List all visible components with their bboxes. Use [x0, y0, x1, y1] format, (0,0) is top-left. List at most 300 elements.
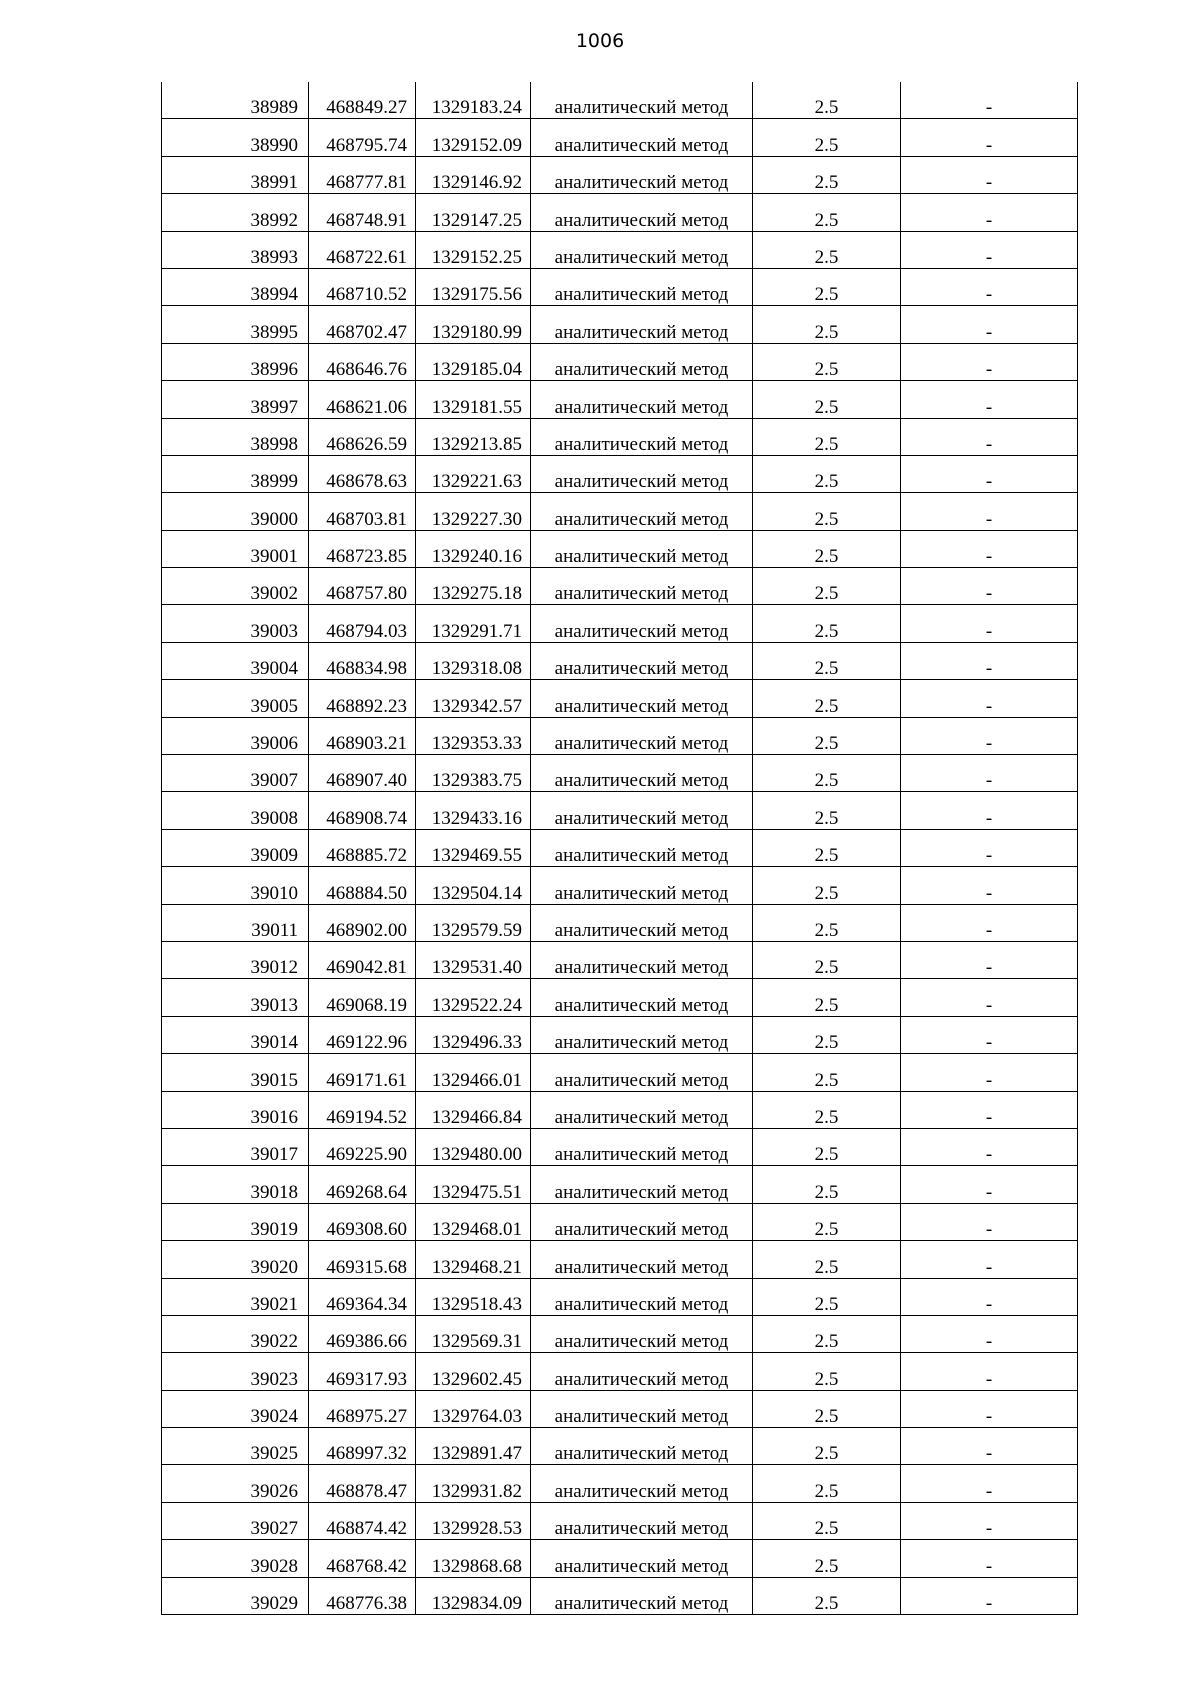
- point-number-cell: [162, 680, 309, 717]
- point-number-cell: [162, 1278, 309, 1315]
- method-cell-text: аналитический метод: [554, 321, 729, 343]
- y-coordinate-cell: [416, 642, 531, 679]
- y-coordinate-cell: [416, 1241, 531, 1278]
- y-coordinate-cell: [416, 1054, 531, 1091]
- method-cell: [531, 1540, 753, 1577]
- note-cell: [901, 1577, 1078, 1614]
- note-cell: [901, 231, 1078, 268]
- x-coordinate-cell-text: 468874.42: [326, 1518, 407, 1540]
- point-number-cell: [162, 1016, 309, 1053]
- x-coordinate-cell-text: 468748.91: [326, 209, 407, 231]
- method-cell: [531, 1016, 753, 1053]
- y-coordinate-cell: [416, 867, 531, 904]
- accuracy-cell: [753, 231, 901, 268]
- note-cell-text: -: [985, 97, 993, 119]
- point-number-cell: [162, 605, 309, 642]
- x-coordinate-cell-text: 469315.68: [326, 1256, 407, 1278]
- y-coordinate-cell-text: 1329383.75: [431, 770, 522, 792]
- method-cell: [531, 268, 753, 305]
- x-coordinate-cell: [309, 1577, 416, 1614]
- point-number-cell-text: 39011: [251, 919, 298, 941]
- y-coordinate-cell: [416, 1502, 531, 1539]
- table-row: [162, 1577, 1078, 1614]
- accuracy-cell: [753, 642, 901, 679]
- point-number-cell-text: 39019: [250, 1219, 298, 1241]
- y-coordinate-cell-text: 1329147.25: [431, 209, 522, 231]
- accuracy-cell: [753, 717, 901, 754]
- point-number-cell-text: 39005: [250, 695, 298, 717]
- point-number-cell-text: 39002: [250, 583, 298, 605]
- point-number-cell: [162, 904, 309, 941]
- point-number-cell-text: 38996: [250, 359, 298, 381]
- point-number-cell: [162, 1465, 309, 1502]
- note-cell: [901, 1128, 1078, 1165]
- note-cell: [901, 1278, 1078, 1315]
- note-cell: [901, 829, 1078, 866]
- accuracy-cell: [753, 1465, 901, 1502]
- x-coordinate-cell: [309, 941, 416, 978]
- accuracy-cell-text: 2.5: [814, 770, 839, 792]
- note-cell: [901, 792, 1078, 829]
- point-number-cell: [162, 1241, 309, 1278]
- point-number-cell: [162, 455, 309, 492]
- point-number-cell: [162, 1540, 309, 1577]
- method-cell: [531, 343, 753, 380]
- note-cell-text: -: [985, 1069, 993, 1091]
- method-cell-text: аналитический метод: [554, 1331, 729, 1353]
- table-row: [162, 156, 1078, 193]
- point-number-cell-text: 38995: [250, 321, 298, 343]
- accuracy-cell: [753, 979, 901, 1016]
- accuracy-cell: [753, 1128, 901, 1165]
- y-coordinate-cell: [416, 1016, 531, 1053]
- x-coordinate-cell: [309, 1203, 416, 1240]
- accuracy-cell: [753, 1315, 901, 1352]
- note-cell: [901, 1016, 1078, 1053]
- note-cell-text: -: [985, 209, 993, 231]
- y-coordinate-cell-text: 1329181.55: [431, 396, 522, 418]
- x-coordinate-cell-text: 468795.74: [326, 134, 407, 156]
- y-coordinate-cell-text: 1329475.51: [431, 1181, 522, 1203]
- x-coordinate-cell: [309, 418, 416, 455]
- y-coordinate-cell: [416, 568, 531, 605]
- table-row: [162, 755, 1078, 792]
- note-cell-text: -: [985, 433, 993, 455]
- x-coordinate-cell: [309, 829, 416, 866]
- accuracy-cell-text: 2.5: [814, 97, 839, 119]
- point-number-cell-text: 39018: [250, 1181, 298, 1203]
- note-cell-text: -: [985, 246, 993, 268]
- point-number-cell: [162, 231, 309, 268]
- x-coordinate-cell: [309, 493, 416, 530]
- x-coordinate-cell-text: 468646.76: [326, 359, 407, 381]
- table-row: [162, 941, 1078, 978]
- note-cell-text: -: [985, 284, 993, 306]
- point-number-cell-text: 39029: [250, 1593, 298, 1615]
- y-coordinate-cell: [416, 1166, 531, 1203]
- point-number-cell-text: 39012: [250, 957, 298, 979]
- method-cell-text: аналитический метод: [554, 1443, 729, 1465]
- x-coordinate-cell: [309, 717, 416, 754]
- table-row: [162, 1128, 1078, 1165]
- x-coordinate-cell: [309, 194, 416, 231]
- x-coordinate-cell: [309, 568, 416, 605]
- point-number-cell-text: 39009: [250, 845, 298, 867]
- table-row: [162, 381, 1078, 418]
- table-row: [162, 1315, 1078, 1352]
- x-coordinate-cell-text: 469268.64: [326, 1181, 407, 1203]
- method-cell-text: аналитический метод: [554, 284, 729, 306]
- table-row: [162, 1278, 1078, 1315]
- x-coordinate-cell: [309, 1054, 416, 1091]
- x-coordinate-cell-text: 468768.42: [326, 1555, 407, 1577]
- accuracy-cell-text: 2.5: [814, 1256, 839, 1278]
- y-coordinate-cell: [416, 979, 531, 1016]
- y-coordinate-cell: [416, 1540, 531, 1577]
- y-coordinate-cell: [416, 119, 531, 156]
- method-cell-text: аналитический метод: [554, 1518, 729, 1540]
- y-coordinate-cell-text: 1329931.82: [431, 1480, 522, 1502]
- method-cell: [531, 1278, 753, 1315]
- point-number-cell-text: 39013: [250, 994, 298, 1016]
- method-cell: [531, 1128, 753, 1165]
- method-cell-text: аналитический метод: [554, 1106, 729, 1128]
- x-coordinate-cell: [309, 755, 416, 792]
- accuracy-cell-text: 2.5: [814, 1293, 839, 1315]
- method-cell-text: аналитический метод: [554, 994, 729, 1016]
- table-row: [162, 1390, 1078, 1427]
- accuracy-cell-text: 2.5: [814, 321, 839, 343]
- point-number-cell-text: 39022: [250, 1331, 298, 1353]
- method-cell-text: аналитический метод: [554, 396, 729, 418]
- method-cell: [531, 1166, 753, 1203]
- accuracy-cell-text: 2.5: [814, 1106, 839, 1128]
- x-coordinate-cell-text: 469122.96: [326, 1032, 407, 1054]
- table-row: [162, 1428, 1078, 1465]
- note-cell-text: -: [985, 1181, 993, 1203]
- table-row: [162, 1054, 1078, 1091]
- note-cell-text: -: [985, 508, 993, 530]
- y-coordinate-cell: [416, 455, 531, 492]
- accuracy-cell-text: 2.5: [814, 1555, 839, 1577]
- y-coordinate-cell-text: 1329353.33: [431, 733, 522, 755]
- x-coordinate-cell: [309, 1502, 416, 1539]
- accuracy-cell: [753, 1502, 901, 1539]
- method-cell: [531, 119, 753, 156]
- note-cell: [901, 381, 1078, 418]
- y-coordinate-cell-text: 1329183.24: [431, 97, 522, 119]
- method-cell-text: аналитический метод: [554, 1406, 729, 1428]
- note-cell-text: -: [985, 1443, 993, 1465]
- point-number-cell: [162, 755, 309, 792]
- y-coordinate-cell: [416, 904, 531, 941]
- accuracy-cell-text: 2.5: [814, 695, 839, 717]
- point-number-cell-text: 38999: [250, 471, 298, 493]
- method-cell: [531, 1428, 753, 1465]
- note-cell-text: -: [985, 994, 993, 1016]
- note-cell-text: -: [985, 1518, 993, 1540]
- point-number-cell: [162, 194, 309, 231]
- x-coordinate-cell: [309, 119, 416, 156]
- accuracy-cell-text: 2.5: [814, 1518, 839, 1540]
- y-coordinate-cell: [416, 680, 531, 717]
- method-cell-text: аналитический метод: [554, 1555, 729, 1577]
- y-coordinate-cell-text: 1329433.16: [431, 807, 522, 829]
- x-coordinate-cell-text: 468885.72: [326, 845, 407, 867]
- note-cell: [901, 941, 1078, 978]
- x-coordinate-cell: [309, 1166, 416, 1203]
- accuracy-cell: [753, 343, 901, 380]
- x-coordinate-cell: [309, 306, 416, 343]
- method-cell-text: аналитический метод: [554, 1219, 729, 1241]
- method-cell: [531, 792, 753, 829]
- method-cell-text: аналитический метод: [554, 1593, 729, 1615]
- accuracy-cell: [753, 1054, 901, 1091]
- method-cell: [531, 717, 753, 754]
- x-coordinate-cell: [309, 642, 416, 679]
- note-cell-text: -: [985, 546, 993, 568]
- x-coordinate-cell-text: 468997.32: [326, 1443, 407, 1465]
- table-row: [162, 306, 1078, 343]
- accuracy-cell-text: 2.5: [814, 658, 839, 680]
- table-row: [162, 1540, 1078, 1577]
- note-cell-text: -: [985, 1368, 993, 1390]
- y-coordinate-cell-text: 1329496.33: [431, 1032, 522, 1054]
- point-number-cell-text: 39023: [250, 1368, 298, 1390]
- y-coordinate-cell: [416, 493, 531, 530]
- note-cell-text: -: [985, 882, 993, 904]
- table-row: [162, 904, 1078, 941]
- x-coordinate-cell-text: 468757.80: [326, 583, 407, 605]
- note-cell-text: -: [985, 807, 993, 829]
- table-row: [162, 1241, 1078, 1278]
- y-coordinate-cell-text: 1329466.01: [431, 1069, 522, 1091]
- note-cell-text: -: [985, 845, 993, 867]
- accuracy-cell-text: 2.5: [814, 882, 839, 904]
- method-cell-text: аналитический метод: [554, 770, 729, 792]
- method-cell: [531, 680, 753, 717]
- y-coordinate-cell-text: 1329518.43: [431, 1293, 522, 1315]
- x-coordinate-cell: [309, 605, 416, 642]
- note-cell: [901, 156, 1078, 193]
- y-coordinate-cell-text: 1329480.00: [431, 1144, 522, 1166]
- point-number-cell: [162, 1577, 309, 1614]
- accuracy-cell-text: 2.5: [814, 359, 839, 381]
- note-cell: [901, 418, 1078, 455]
- note-cell-text: -: [985, 1480, 993, 1502]
- y-coordinate-cell-text: 1329175.56: [431, 284, 522, 306]
- y-coordinate-cell: [416, 829, 531, 866]
- table-row: [162, 792, 1078, 829]
- x-coordinate-cell: [309, 530, 416, 567]
- accuracy-cell-text: 2.5: [814, 845, 839, 867]
- y-coordinate-cell-text: 1329227.30: [431, 508, 522, 530]
- method-cell: [531, 1353, 753, 1390]
- method-cell-text: аналитический метод: [554, 209, 729, 231]
- accuracy-cell: [753, 82, 901, 119]
- method-cell-text: аналитический метод: [554, 508, 729, 530]
- y-coordinate-cell-text: 1329466.84: [431, 1106, 522, 1128]
- y-coordinate-cell-text: 1329891.47: [431, 1443, 522, 1465]
- x-coordinate-cell: [309, 1390, 416, 1427]
- method-cell: [531, 1091, 753, 1128]
- method-cell: [531, 493, 753, 530]
- accuracy-cell: [753, 530, 901, 567]
- y-coordinate-cell-text: 1329240.16: [431, 546, 522, 568]
- x-coordinate-cell-text: 468723.85: [326, 546, 407, 568]
- point-number-cell: [162, 493, 309, 530]
- x-coordinate-cell-text: 469194.52: [326, 1106, 407, 1128]
- y-coordinate-cell-text: 1329342.57: [431, 695, 522, 717]
- x-coordinate-cell-text: 468849.27: [326, 97, 407, 119]
- table-row: [162, 194, 1078, 231]
- note-cell: [901, 1390, 1078, 1427]
- note-cell-text: -: [985, 1593, 993, 1615]
- accuracy-cell: [753, 755, 901, 792]
- method-cell-text: аналитический метод: [554, 172, 729, 194]
- y-coordinate-cell: [416, 941, 531, 978]
- note-cell: [901, 904, 1078, 941]
- accuracy-cell-text: 2.5: [814, 209, 839, 231]
- method-cell: [531, 1577, 753, 1614]
- accuracy-cell-text: 2.5: [814, 919, 839, 941]
- accuracy-cell-text: 2.5: [814, 284, 839, 306]
- y-coordinate-cell: [416, 1091, 531, 1128]
- method-cell-text: аналитический метод: [554, 433, 729, 455]
- y-coordinate-cell: [416, 1128, 531, 1165]
- x-coordinate-cell-text: 469068.19: [326, 994, 407, 1016]
- x-coordinate-cell: [309, 156, 416, 193]
- y-coordinate-cell-text: 1329928.53: [431, 1518, 522, 1540]
- x-coordinate-cell-text: 468908.74: [326, 807, 407, 829]
- method-cell: [531, 1465, 753, 1502]
- table-row: [162, 717, 1078, 754]
- accuracy-cell-text: 2.5: [814, 246, 839, 268]
- accuracy-cell: [753, 306, 901, 343]
- point-number-cell-text: 39020: [250, 1256, 298, 1278]
- note-cell-text: -: [985, 1293, 993, 1315]
- x-coordinate-cell: [309, 1465, 416, 1502]
- method-cell: [531, 979, 753, 1016]
- method-cell: [531, 306, 753, 343]
- y-coordinate-cell-text: 1329468.01: [431, 1219, 522, 1241]
- x-coordinate-cell: [309, 1128, 416, 1165]
- point-number-cell-text: 39003: [250, 620, 298, 642]
- note-cell: [901, 455, 1078, 492]
- y-coordinate-cell-text: 1329180.99: [431, 321, 522, 343]
- table-row: [162, 530, 1078, 567]
- table-row: [162, 568, 1078, 605]
- accuracy-cell-text: 2.5: [814, 1219, 839, 1241]
- method-cell-text: аналитический метод: [554, 1293, 729, 1315]
- note-cell: [901, 1203, 1078, 1240]
- method-cell: [531, 455, 753, 492]
- accuracy-cell: [753, 156, 901, 193]
- table-row: [162, 979, 1078, 1016]
- note-cell: [901, 306, 1078, 343]
- method-cell: [531, 904, 753, 941]
- y-coordinate-cell-text: 1329152.25: [431, 246, 522, 268]
- point-number-cell: [162, 568, 309, 605]
- accuracy-cell: [753, 1016, 901, 1053]
- accuracy-cell: [753, 418, 901, 455]
- method-cell-text: аналитический метод: [554, 1181, 729, 1203]
- accuracy-cell-text: 2.5: [814, 620, 839, 642]
- method-cell-text: аналитический метод: [554, 807, 729, 829]
- x-coordinate-cell-text: 468834.98: [326, 658, 407, 680]
- x-coordinate-cell-text: 468903.21: [326, 733, 407, 755]
- x-coordinate-cell-text: 469225.90: [326, 1144, 407, 1166]
- accuracy-cell-text: 2.5: [814, 1480, 839, 1502]
- method-cell: [531, 418, 753, 455]
- method-cell-text: аналитический метод: [554, 471, 729, 493]
- point-number-cell-text: 38994: [250, 284, 298, 306]
- x-coordinate-cell-text: 468703.81: [326, 508, 407, 530]
- note-cell: [901, 268, 1078, 305]
- accuracy-cell: [753, 1203, 901, 1240]
- method-cell-text: аналитический метод: [554, 733, 729, 755]
- method-cell-text: аналитический метод: [554, 246, 729, 268]
- method-cell: [531, 642, 753, 679]
- y-coordinate-cell-text: 1329868.68: [431, 1555, 522, 1577]
- accuracy-cell-text: 2.5: [814, 433, 839, 455]
- method-cell-text: аналитический метод: [554, 957, 729, 979]
- x-coordinate-cell-text: 468878.47: [326, 1480, 407, 1502]
- table-row: [162, 1091, 1078, 1128]
- note-cell: [901, 979, 1078, 1016]
- method-cell: [531, 156, 753, 193]
- y-coordinate-cell-text: 1329146.92: [431, 172, 522, 194]
- note-cell-text: -: [985, 583, 993, 605]
- note-cell: [901, 605, 1078, 642]
- note-cell: [901, 1540, 1078, 1577]
- x-coordinate-cell: [309, 343, 416, 380]
- accuracy-cell-text: 2.5: [814, 1069, 839, 1091]
- point-number-cell: [162, 792, 309, 829]
- note-cell-text: -: [985, 620, 993, 642]
- x-coordinate-cell: [309, 979, 416, 1016]
- point-number-cell: [162, 867, 309, 904]
- y-coordinate-cell: [416, 1203, 531, 1240]
- accuracy-cell: [753, 1540, 901, 1577]
- method-cell-text: аналитический метод: [554, 658, 729, 680]
- point-number-cell-text: 39021: [250, 1293, 298, 1315]
- method-cell: [531, 194, 753, 231]
- x-coordinate-cell: [309, 381, 416, 418]
- point-number-cell-text: 39007: [250, 770, 298, 792]
- method-cell: [531, 829, 753, 866]
- point-number-cell: [162, 1353, 309, 1390]
- x-coordinate-cell: [309, 231, 416, 268]
- y-coordinate-cell-text: 1329504.14: [431, 882, 522, 904]
- method-cell-text: аналитический метод: [554, 97, 729, 119]
- x-coordinate-cell: [309, 1315, 416, 1352]
- method-cell: [531, 1241, 753, 1278]
- note-cell: [901, 1166, 1078, 1203]
- table-row: [162, 119, 1078, 156]
- point-number-cell-text: 39017: [250, 1144, 298, 1166]
- accuracy-cell: [753, 941, 901, 978]
- point-number-cell: [162, 268, 309, 305]
- method-cell: [531, 941, 753, 978]
- x-coordinate-cell-text: 468907.40: [326, 770, 407, 792]
- x-coordinate-cell-text: 468892.23: [326, 695, 407, 717]
- y-coordinate-cell: [416, 530, 531, 567]
- y-coordinate-cell: [416, 605, 531, 642]
- x-coordinate-cell: [309, 904, 416, 941]
- point-number-cell-text: 39026: [250, 1480, 298, 1502]
- table-row: [162, 455, 1078, 492]
